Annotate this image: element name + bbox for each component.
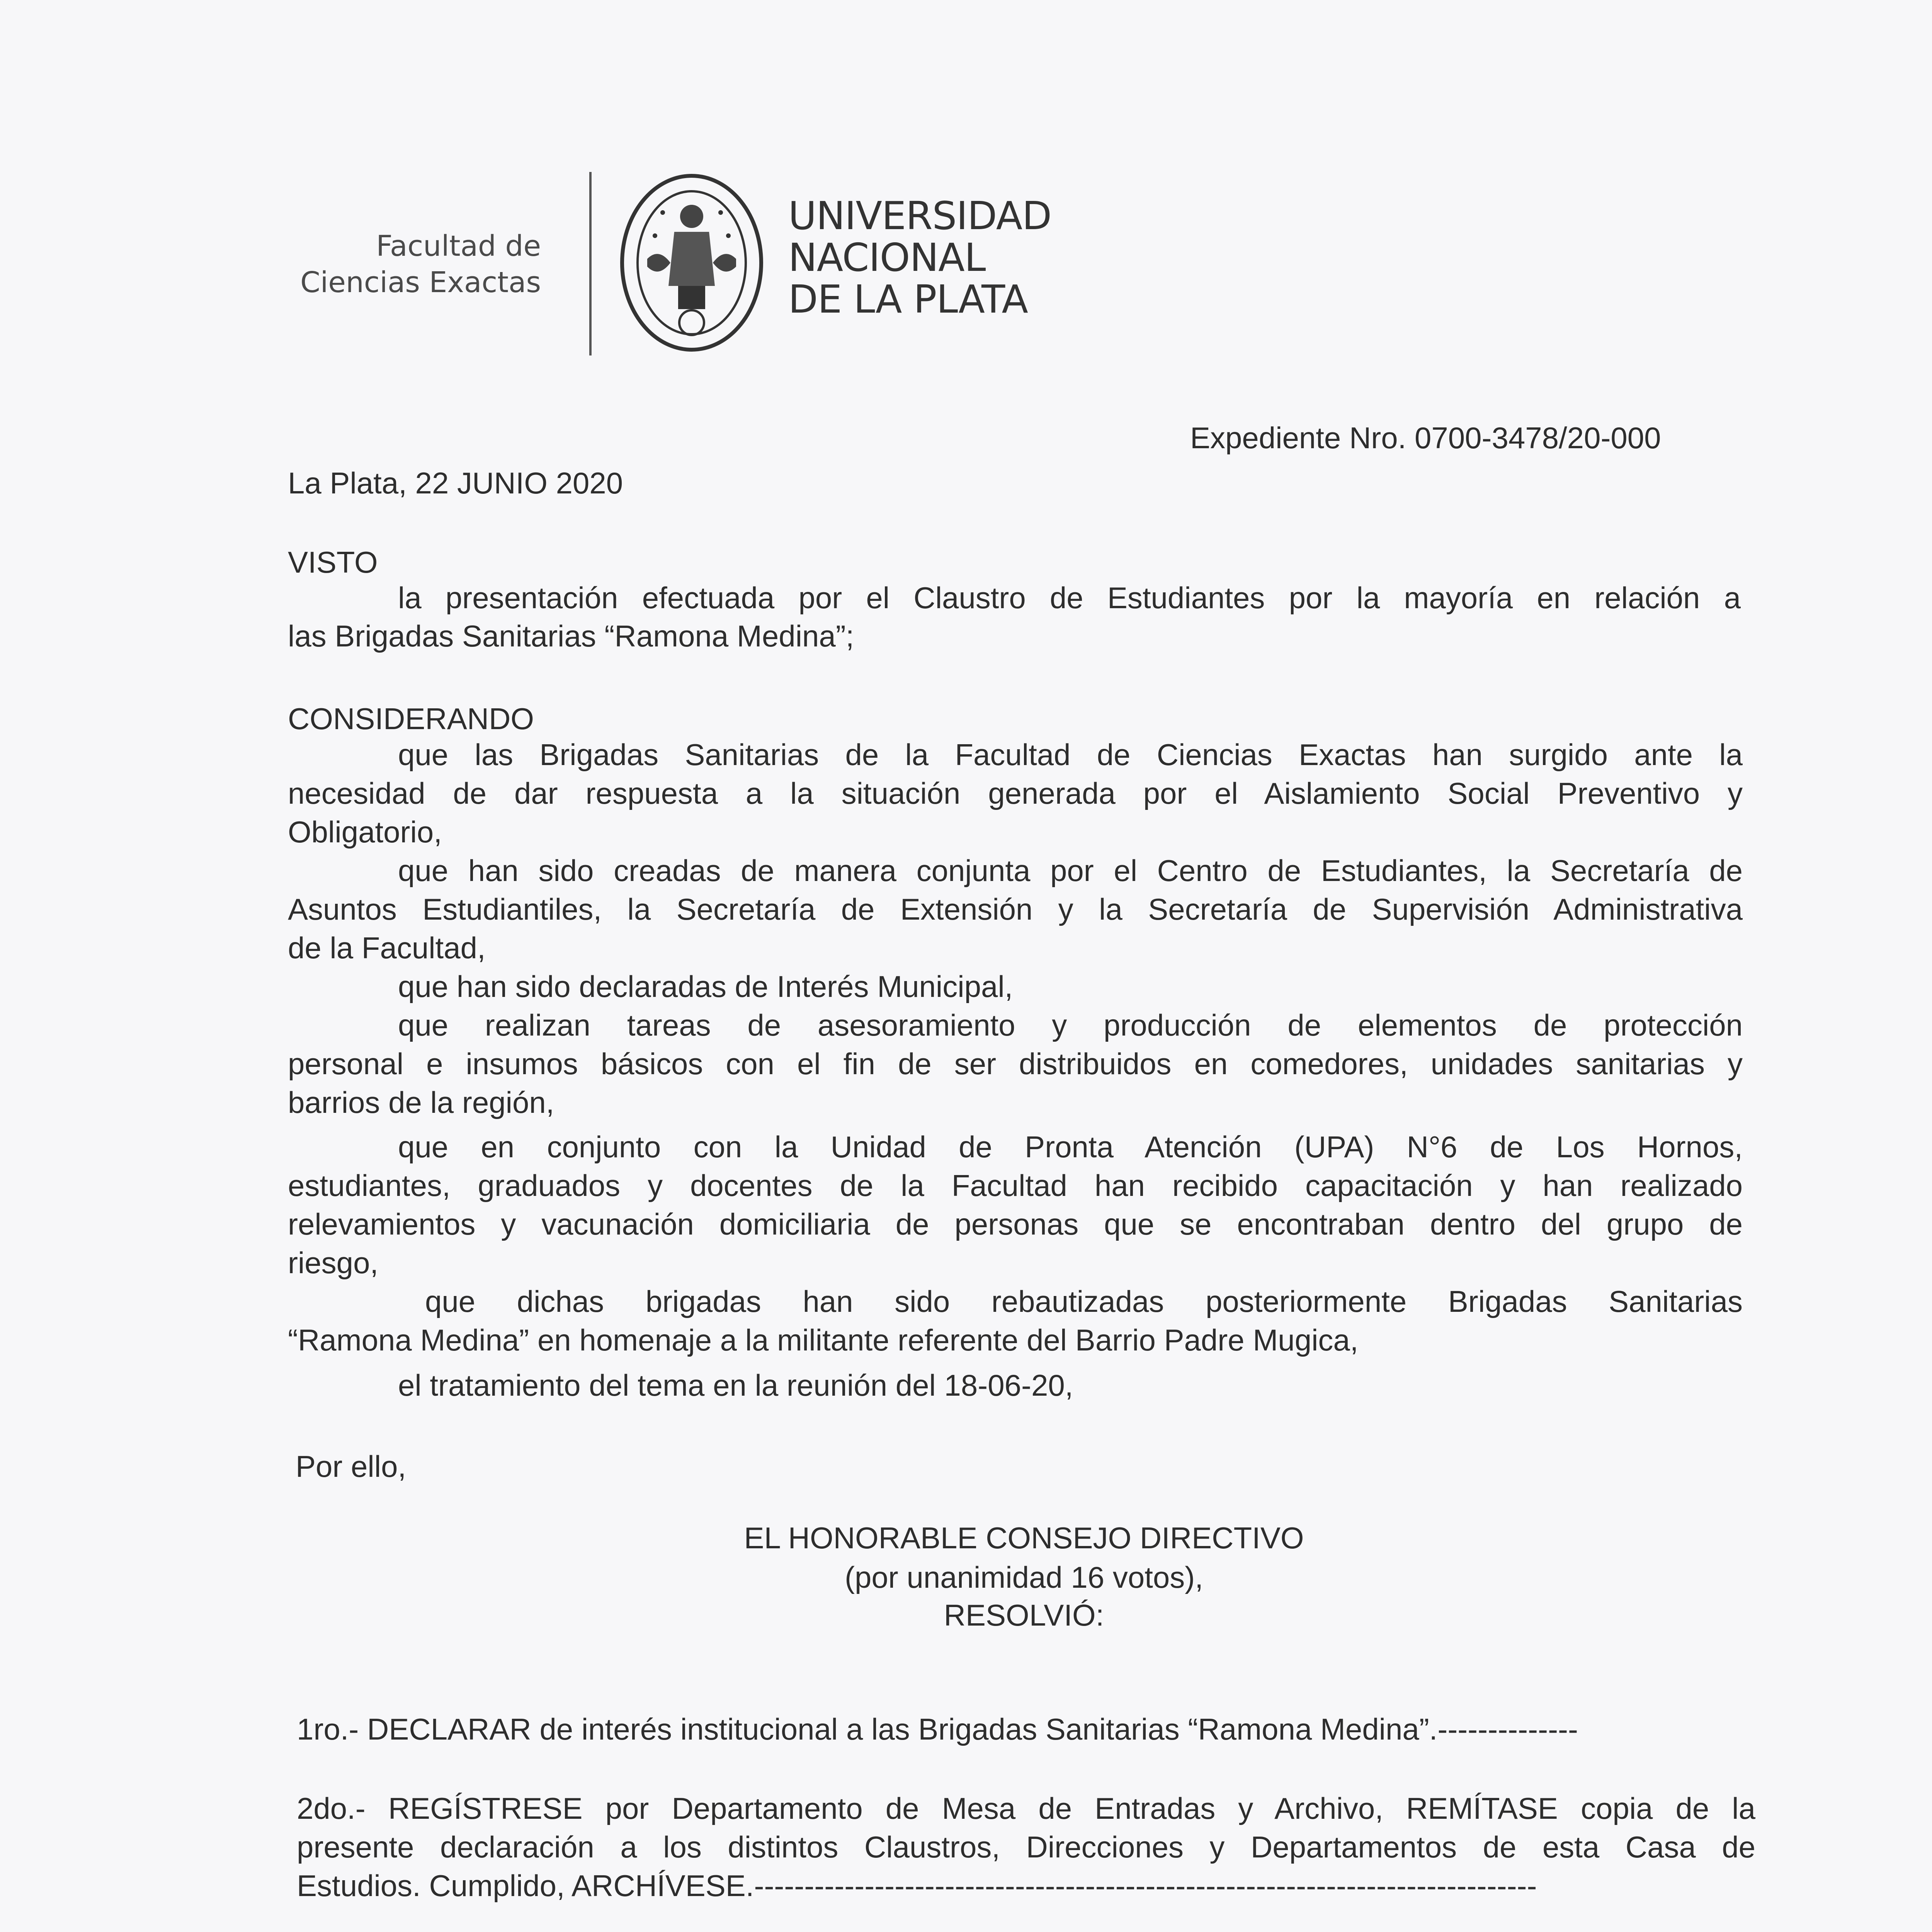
faculty-line-2: Ciencias Exactas [300, 266, 541, 299]
considerando-line: estudiantes, graduados y docentes de la Facultad han recibido capacitación y han realizado [288, 1168, 1743, 1202]
considerando-line: que dichas brigadas han sido rebautizadas posteriormente Brigadas Sanitarias [425, 1284, 1743, 1318]
vote-count: (por unanimidad 16 votos), [845, 1560, 1203, 1594]
considerando-line: riesgo, [288, 1246, 379, 1280]
university-seal-logo [616, 170, 767, 357]
considerando-line: barrios de la región, [288, 1085, 554, 1119]
article-2-line: presente declaración a los distintos Claustros, Direcciones y Departamentos de esta Casa de [297, 1830, 1755, 1864]
faculty-name [278, 228, 541, 301]
resolvio-heading: RESOLVIÓ: [944, 1598, 1104, 1632]
considerando-line: “Ramona Medina” en homenaje a la militante referente del Barrio Padre Mugica, [288, 1323, 1359, 1357]
considerando-line: necesidad de dar respuesta a la situación generada por el Aislamiento Social Preventivo y [288, 776, 1743, 810]
article-2-line: 2do.- REGÍSTRESE por Departamento de Mesa de Entradas y Archivo, REMÍTASE copia de la [297, 1791, 1755, 1825]
faculty-line-1: Facultad de [376, 230, 541, 263]
considerando-line: que han sido creadas de manera conjunta por el Centro de Estudiantes, la Secretaría de [398, 854, 1743, 888]
university-name [788, 195, 1051, 320]
considerando-line: Obligatorio, [288, 815, 442, 849]
considerando-line: personal e insumos básicos con el fin de ser distribuidos en comedores, unidades sanitarias y [288, 1047, 1743, 1081]
university-line-1: UNIVERSIDAD [788, 193, 1052, 238]
council-heading: EL HONORABLE CONSEJO DIRECTIVO [744, 1521, 1304, 1555]
considerando-line: el tratamiento del tema en la reunión del 18-06-20, [398, 1368, 1073, 1402]
document-date: La Plata, 22 JUNIO 2020 [288, 466, 623, 500]
considerando-heading: CONSIDERANDO [288, 702, 534, 736]
considerando-line: que realizan tareas de asesoramiento y producción de elementos de protección [398, 1008, 1743, 1042]
visto-heading: VISTO [288, 545, 378, 579]
considerando-line: que las Brigadas Sanitarias de la Facultad de Ciencias Exactas han surgido ante la [398, 738, 1743, 772]
visto-line: las Brigadas Sanitarias “Ramona Medina”; [288, 619, 854, 653]
considerando-line: Asuntos Estudiantiles, la Secretaría de Extensión y la Secretaría de Supervisión Administrativa [288, 892, 1743, 926]
considerando-line: que en conjunto con la Unidad de Pronta Atención (UPA) N°6 de Los Hornos, [398, 1130, 1743, 1164]
considerando-line: de la Facultad, [288, 931, 486, 965]
por-ello: Por ello, [296, 1449, 406, 1483]
considerando-line: que han sido declaradas de Interés Municipal, [398, 969, 1013, 1003]
header-divider [589, 172, 592, 355]
considerando-line: relevamientos y vacunación domiciliaria de personas que se encontraban dentro del grupo de [288, 1207, 1743, 1241]
university-line-2: NACIONAL [788, 235, 986, 280]
article-1: 1ro.- DECLARAR de interés institucional a las Brigadas Sanitarias “Ramona Medina”.-------------- [297, 1712, 1578, 1746]
university-line-3: DE LA PLATA [788, 277, 1028, 322]
visto-line: la presentación efectuada por el Claustro de Estudiantes por la mayoría en relación a [398, 581, 1741, 615]
expediente-number: Expediente Nro. 0700-3478/20-000 [1190, 421, 1661, 455]
article-2-line: Estudios. Cumplido, ARCHÍVESE.------------------------------------------------------------------------------ [297, 1869, 1537, 1903]
